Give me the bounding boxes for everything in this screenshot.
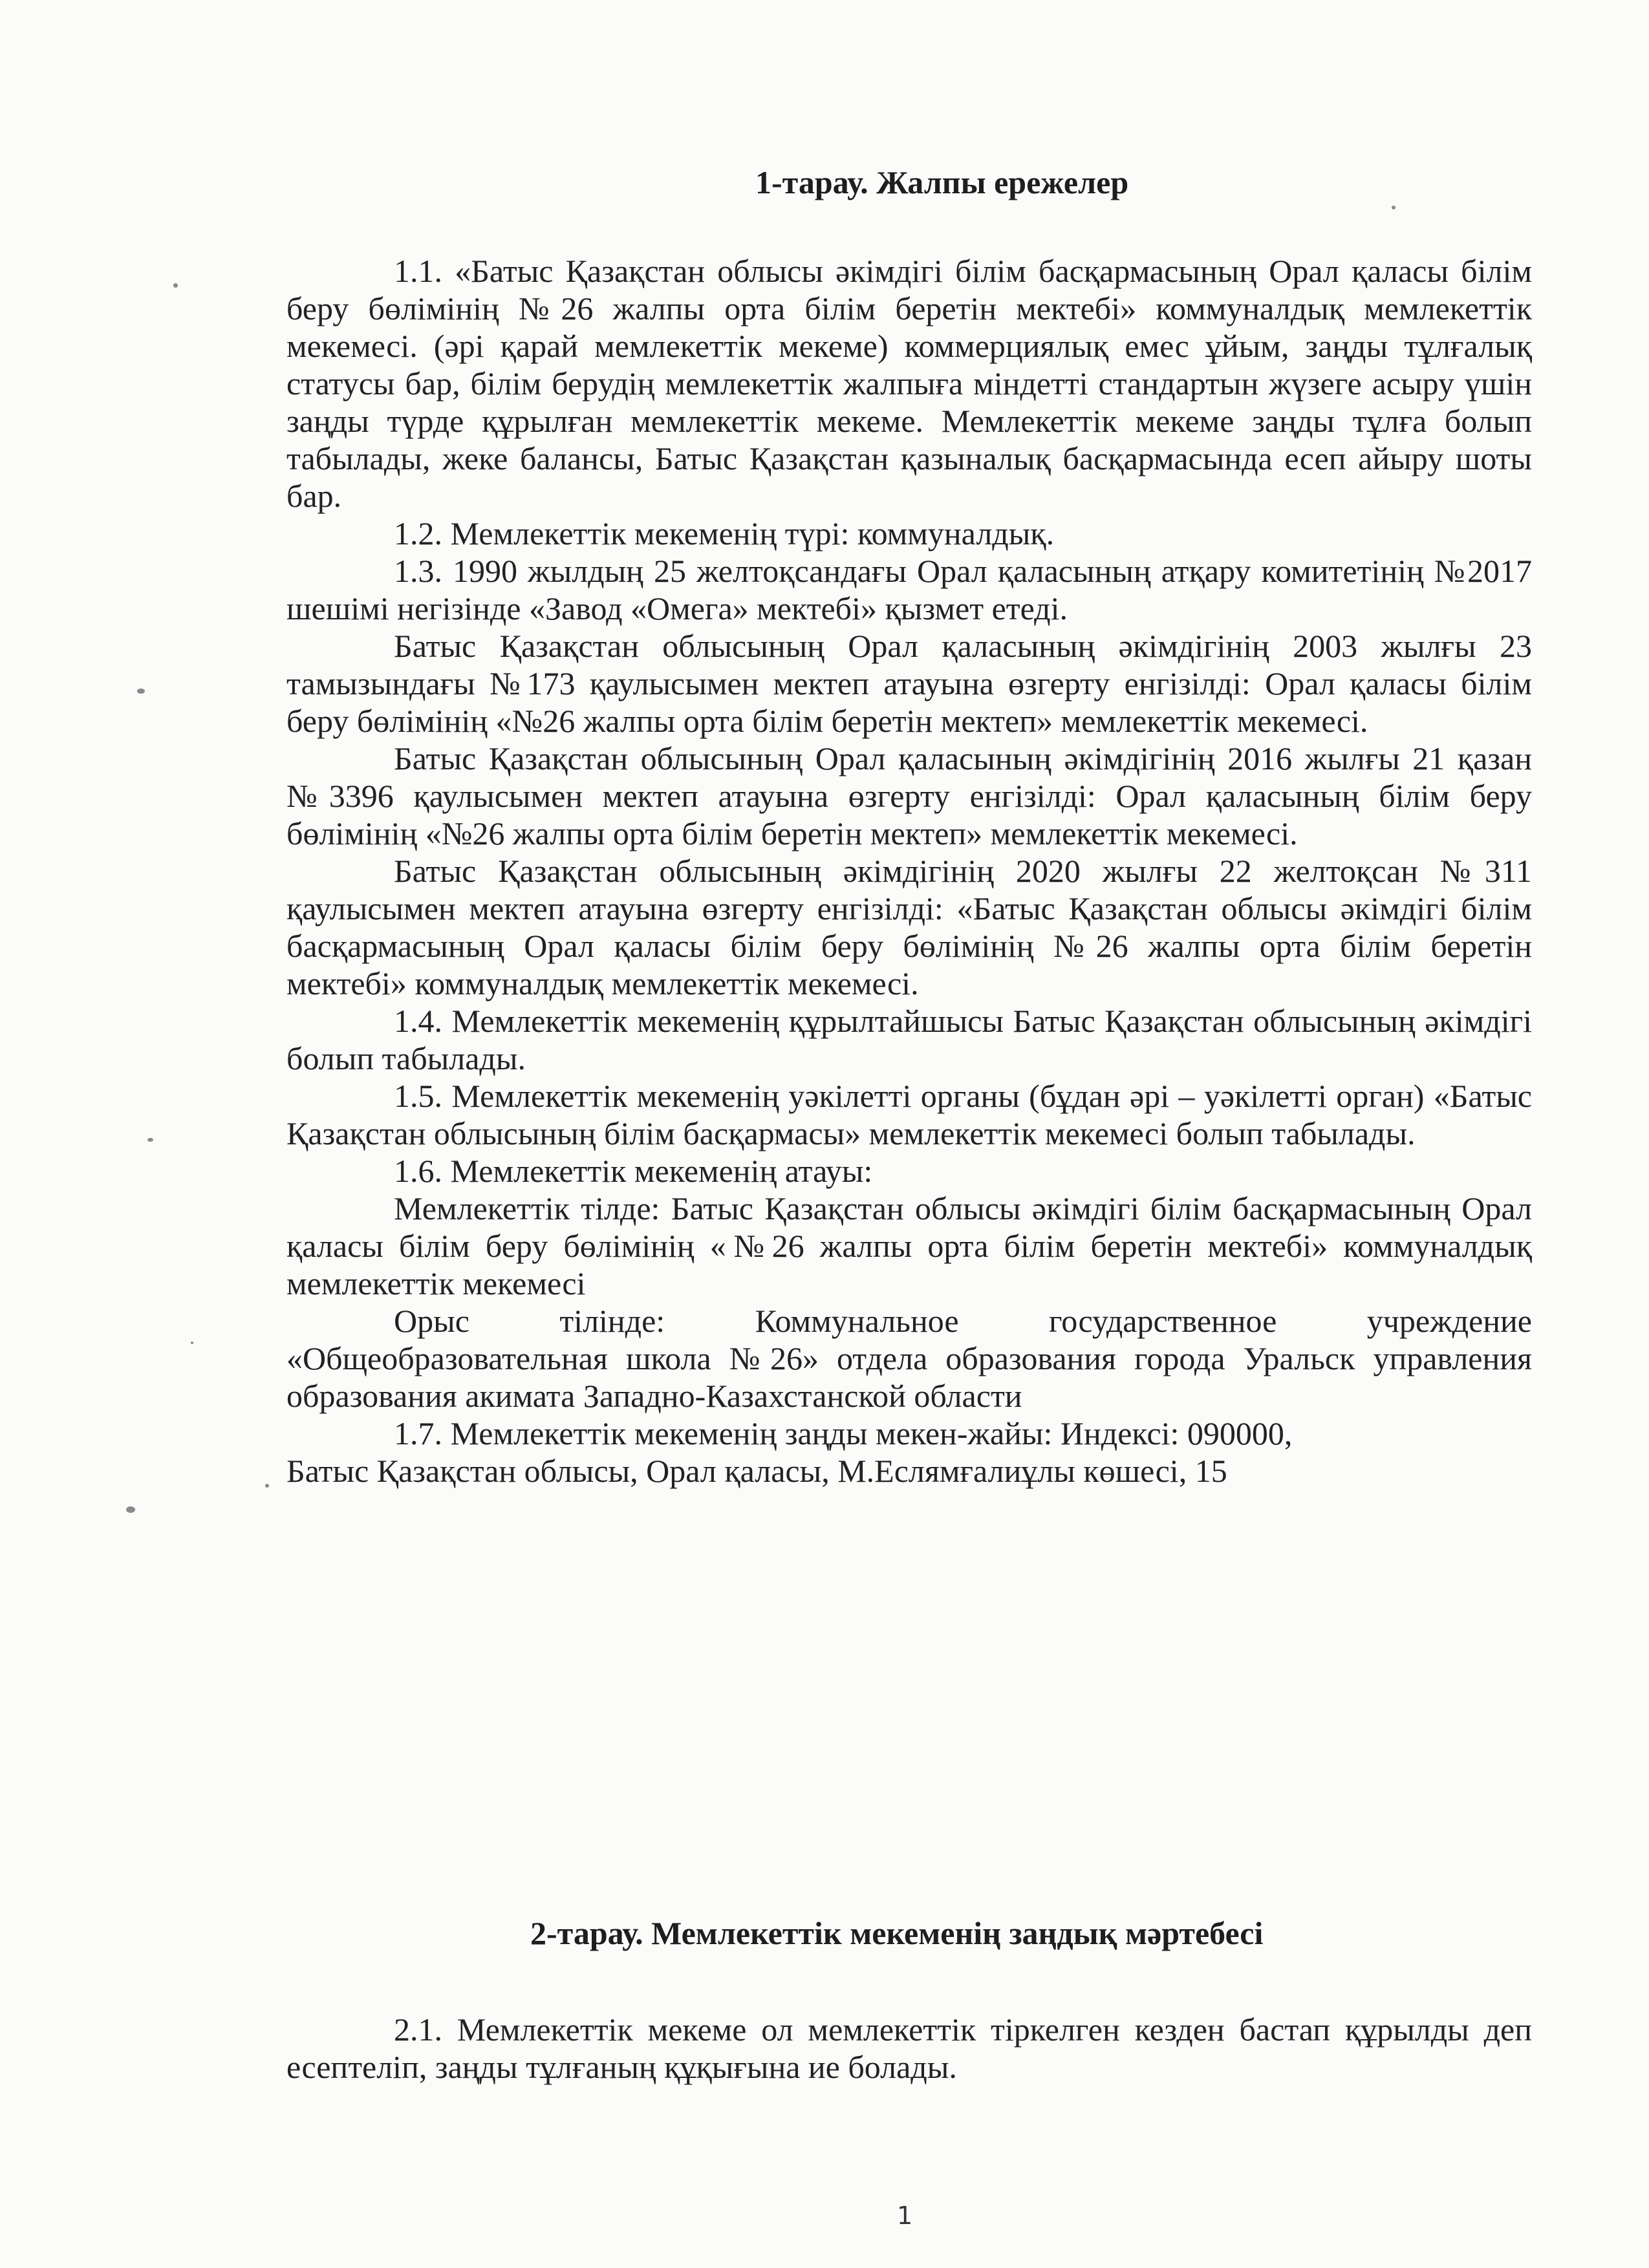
paragraph-2-1: 2.1. Мемлекеттік мекеме ол мемлекеттік тіркелген кезден бастап құрылды деп есептеліп, заңды тұлғаның құқығына ие болады. [286,2011,1532,2085]
scan-speck [137,689,145,694]
paragraph-rename-2003: Батыс Қазақстан облысының Орал қаласының әкімдігінің 2003 жылғы 23 тамызындағы №173 қаулысымен мектеп атауына өзгерту енгізілді: Орал қаласы білім беру бөлімінің «№26 жалпы орта білім беретін мектеп» мемлекеттік мекемесі. [286,628,1532,739]
section-1-body [286,252,1532,1490]
scan-speck [126,1506,135,1513]
page-number: 1 [897,2201,913,2230]
scan-speck [191,1342,193,1344]
paragraph-rename-2020: Батыс Қазақстан облысының әкімдігінің 2020 жылғы 22 желтоқсан №311 қаулысымен мектеп атауына өзгерту енгізілді: «Батыс Қазақстан облысы әкімдігі білім басқармасының Орал қаласы білім беру бөлімінің №26 жалпы орта білім беретін мектебі» коммуналдық мемлекеттік мекемесі. [286,853,1532,1001]
paragraph-1-2: 1.2. Мемлекеттік мекеменің түрі: коммуналдық. [394,515,1055,551]
paragraph-name-kazakh: Мемлекеттік тілде: Батыс Қазақстан облысы әкімдігі білім басқармасының Орал қаласы білім беру бөлімінің «№26 жалпы орта білім беретін мектебі» коммуналдық мемлекеттік мекемесі [286,1190,1532,1301]
paragraph-name-russian: Орыс тілінде: Коммунальное государственное учреждение «Общеобразовательная школа №26» отдела образования города Уральск управления образования акимата Западно-Казахстанской области [286,1303,1532,1414]
section-2-heading: 2-тарау. Мемлекеттік мекеменің заңдық мәртебесі [530,1915,1264,1951]
paragraph-address: Батыс Қазақстан облысы, Орал қаласы, М.Еслямғалиұлы көшесі, 15 [286,1453,1227,1489]
paragraph-1-6: 1.6. Мемлекеттік мекеменің атауы: [394,1153,873,1189]
section-2-body [286,2011,1532,2086]
paragraph-1-1: 1.1. «Батыс Қазақстан облысы әкімдігі білім басқармасының Орал қаласы білім беру бөлімінің №26 жалпы орта білім беретін мектебі» коммуналдық мемлекеттік мекемесі. (әрі қарай мемлекеттік мекеме) коммерциялық емес ұйым, заңды тұлғалық статусы бар, білім берудің мемлекеттік жалпыға міндетті стандартын жүзеге асыру үшін заңды түрде құрылған мемлекеттік мекеме. Мемлекеттік мекеме заңды тұлға болып табылады, жеке балансы, Батыс Қазақстан қазыналық басқармасында есеп айыру шоты бар. [286,253,1532,514]
paragraph-1-3: 1.3. 1990 жылдың 25 желтоқсандағы Орал қаласының атқару комитетінің №2017 шешімі негізінде «Завод «Омега» мектебі» қызмет етеді. [286,553,1532,626]
section-1-heading: 1-тарау. Жалпы ережелер [755,164,1129,200]
scan-speck [147,1138,153,1142]
paragraph-1-7: 1.7. Мемлекеттік мекеменің заңды мекен-жайы: Индексі: 090000, [394,1415,1293,1451]
scan-speck [265,1484,269,1488]
paragraph-1-5: 1.5. Мемлекеттік мекеменің уәкілетті органы (бұдан әрі – уәкілетті орган) «Батыс Қазақстан облысының білім басқармасы» мемлекеттік мекемесі болып табылады. [286,1078,1532,1151]
paragraph-1-4: 1.4. Мемлекеттік мекеменің құрылтайшысы Батыс Қазақстан облысының әкімдігі болып табылады. [286,1003,1532,1076]
scan-speck [1392,206,1396,209]
scan-speck [173,283,178,288]
paragraph-rename-2016: Батыс Қазақстан облысының Орал қаласының әкімдігінің 2016 жылғы 21 қазан №3396 қаулысымен мектеп атауына өзгерту енгізілді: Орал қаласының білім беру бөлімінің «№26 жалпы орта білім беретін мектеп» мемлекеттік мекемесі. [286,740,1532,851]
